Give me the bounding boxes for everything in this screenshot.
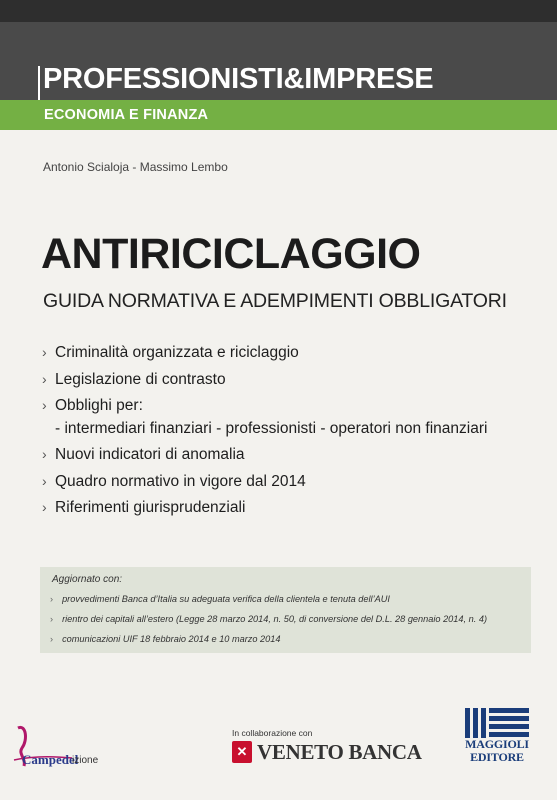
bookseller-stamp-text: Campedel — [22, 752, 79, 767]
topic-item: › Legislazione di contrasto — [42, 368, 487, 391]
chevron-right-icon: › — [42, 499, 47, 515]
topic-list — [42, 341, 487, 523]
bullet-icon: › — [50, 634, 54, 644]
topic-item: › Nuovi indicatori di anomalia — [42, 443, 487, 466]
sub-series-label: ECONOMIA E FINANZA — [44, 107, 209, 123]
publisher-name: MAGGIOLI EDITORE — [465, 737, 529, 764]
topic-subitem: - intermediari finanziari - professionisti - operatori non finanziari — [55, 419, 488, 437]
bullet-icon: › — [50, 614, 54, 624]
bullet-icon: › — [50, 594, 54, 604]
update-item: › rientro dei capitali all’estero (Legge 28 marzo 2014, n. 50, di conversione del D.L. 28 gennaio 2014, n. 4) — [50, 614, 487, 624]
topic-item: › Criminalità organizzata e riciclaggio — [42, 341, 487, 364]
bank-name: VENETO BANCA — [257, 740, 422, 764]
chevron-right-icon: › — [42, 472, 47, 489]
authors: Antonio Scialoja - Massimo Lembo — [43, 160, 228, 174]
update-notice-box — [40, 567, 531, 653]
update-item: › provvedimenti Banca d’Italia su adeguata verifica della clientela e tenuta dell’AUI — [50, 594, 390, 604]
veneto-banca-mark: ✕ — [236, 744, 248, 759]
bookseller-stamp-icon — [12, 722, 102, 778]
topic-item: › Quadro normativo in vigore dal 2014 — [42, 470, 487, 493]
collaboration-label: In collaborazione con — [232, 728, 313, 738]
update-item: › comunicazioni UIF 18 febbraio 2014 e 10 marzo 2014 — [50, 634, 281, 644]
book-title: ANTIRICICLAGGIO — [41, 230, 421, 278]
maggioli-logo-icon — [465, 708, 529, 738]
edition-label: izione — [72, 755, 99, 766]
update-heading: Aggiornato con: — [52, 574, 123, 585]
series-title: PROFESSIONISTI&IMPRESE — [43, 63, 434, 95]
topic-item: › Obblighi per: — [42, 394, 487, 417]
chevron-right-icon: › — [42, 397, 47, 413]
chevron-right-icon: › — [42, 344, 47, 360]
topic-item: › Riferimenti giurisprudenziali — [42, 496, 487, 519]
chevron-right-icon: › — [42, 446, 47, 462]
chevron-right-icon: › — [42, 370, 47, 387]
book-subtitle: GUIDA NORMATIVA E ADEMPIMENTI OBBLIGATORI — [43, 290, 507, 312]
